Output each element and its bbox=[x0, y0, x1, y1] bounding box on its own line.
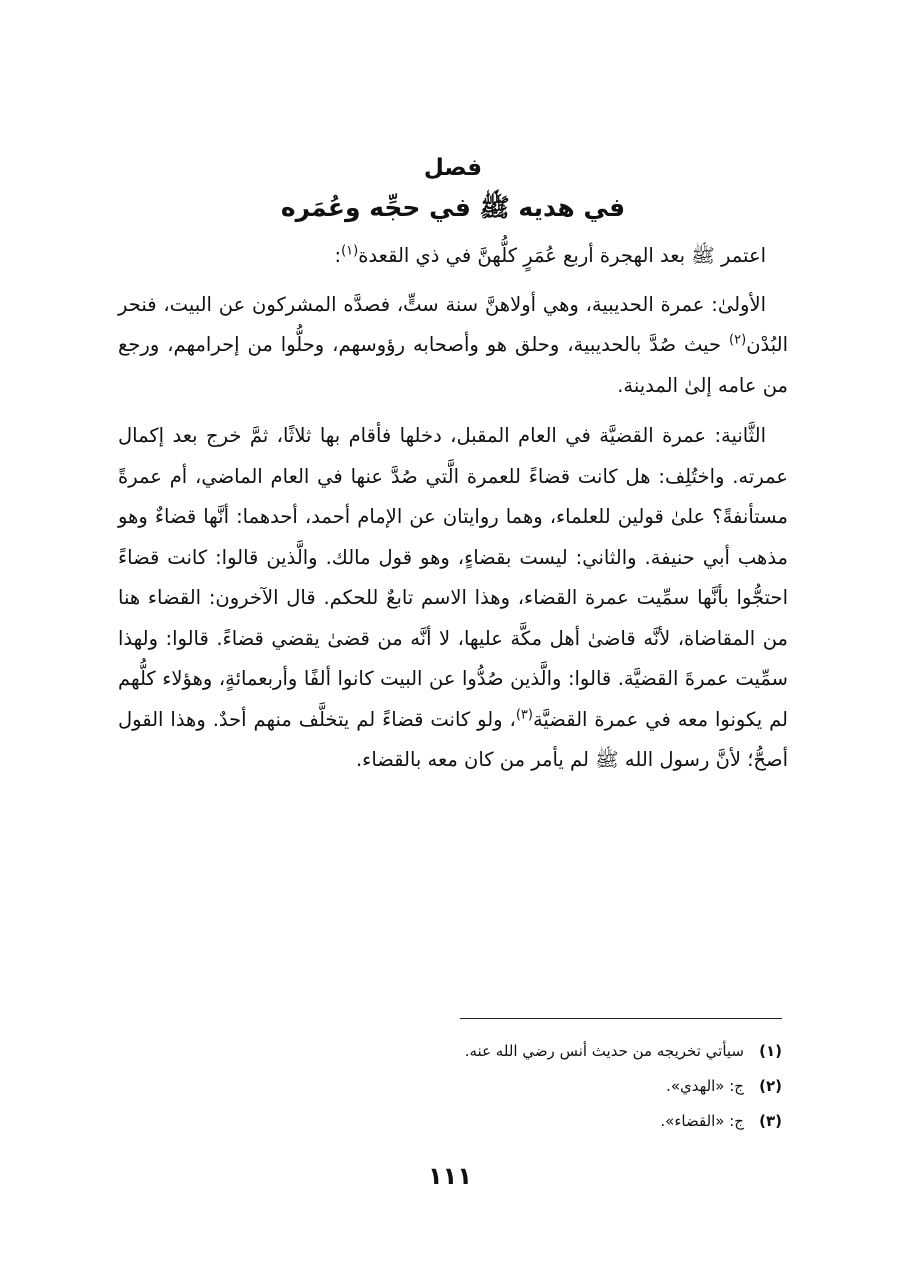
footnote-ref-2[interactable]: (٢) bbox=[729, 332, 747, 348]
footnote-divider bbox=[460, 1018, 782, 1019]
footnote-number: (١) bbox=[759, 1042, 782, 1060]
chapter-title: في هديه ﷺ في حجِّه وعُمَره bbox=[280, 193, 626, 222]
footnote-item bbox=[112, 1104, 782, 1139]
footnote-number: (٢) bbox=[759, 1077, 782, 1095]
intro-paragraph bbox=[118, 236, 788, 277]
page-number: ١١١ bbox=[428, 1162, 472, 1190]
footnote-ref-1[interactable]: (١) bbox=[341, 243, 359, 259]
footnote-text: سيأتي تخريجه من حديث أنس رضي الله عنه. bbox=[464, 1042, 744, 1060]
paragraph-second-umrah bbox=[118, 416, 788, 781]
paragraph-text: الثَّانية: عمرة القضيَّة في العام المقبل، دخلها فأقام بها ثلاثًا، ثمَّ خرج بعد إكمال عمرته. واختُلِف: هل كانت قضاءً للعمرة الَّتي صُدَّ عنها في العام الماضي، أم عمرةً مستأنفةً؟ علىٰ قولين للعلماء، وهما روايتان عن الإمام أحمد، أحدهما: أنَّها قضاءٌ وهو مذهب أبي حنيفة. والثاني: ليست بقضاءٍ، وهو قول مالك. والَّذين قالوا: كانت قضاءً احتجُّوا بأنَّها سمِّيت عمرة القضاء، وهذا الاسم تابعٌ للحكم. قال الآخرون: القضاء هنا من المقاضاة، لأنَّه قاضىٰ أهل مكَّة عليها، لا أنَّه من قضىٰ يقضي قضاءً. قالوا: ولهذا سمِّيت عمرةَ القضيَّة. قالوا: والَّذين صُدُّوا عن البيت كانوا ألفًا وأربعمائةٍ، وهؤلاء كلُّهم لم يكونوا معه في عمرة القضيَّة bbox=[118, 424, 788, 731]
footnote-text: ج: «الهدي». bbox=[666, 1077, 744, 1095]
page-body bbox=[118, 150, 788, 791]
intro-text: اعتمر ﷺ بعد الهجرة أربع عُمَرٍ كلُّهنَّ في ذي القعدة bbox=[358, 244, 766, 267]
footnote-text: ج: «القضاء». bbox=[660, 1112, 744, 1130]
paragraph-text: ، ولو كانت قضاءً لم يتخلَّف منهم أحدٌ. وهذا القول أصحُّ؛ لأنَّ رسول الله ﷺ لم يأمر من كان معه بالقضاء. bbox=[118, 707, 788, 771]
footnote-ref-3[interactable]: (٣) bbox=[515, 707, 533, 722]
paragraph-text: حيث صُدَّ بالحديبية، وحلق هو وأصحابه رؤوسهم، وحلُّوا من إحرامهم، ورجع من عامه إلىٰ المدينة. bbox=[118, 333, 788, 397]
paragraph-text: الأولىٰ: عمرة الحديبية، وهي أولاهنَّ سنة ستٍّ، فصدَّه المشركون عن البيت، فنحر البُدْن bbox=[118, 292, 788, 356]
section-heading: فصل bbox=[423, 155, 483, 181]
paragraph-first-umrah bbox=[118, 285, 788, 407]
footnote-item bbox=[112, 1069, 782, 1104]
footnotes bbox=[112, 1034, 782, 1139]
footnote-number: (٣) bbox=[759, 1112, 782, 1130]
footnote-item bbox=[112, 1034, 782, 1069]
intro-tail: : bbox=[334, 244, 342, 267]
